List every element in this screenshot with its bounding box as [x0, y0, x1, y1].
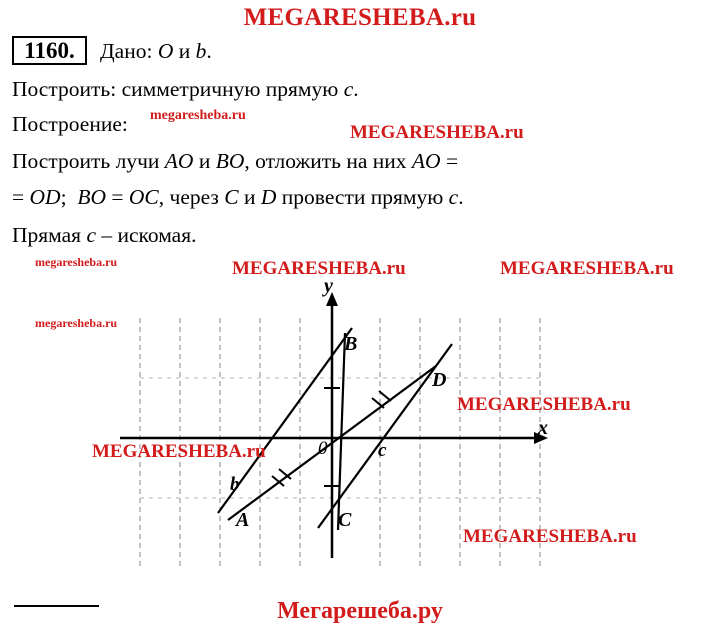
task-number-label: 1160. [24, 37, 75, 63]
watermark-item: MEGARESHEBA.ru [463, 526, 637, 547]
watermark-item: megaresheba.ru [35, 255, 118, 269]
given-line: Дано: O и b. [100, 39, 212, 63]
line-label-c: c [378, 440, 387, 461]
watermark-item: MEGARESHEBA.ru [457, 394, 631, 415]
watermark-item: MEGARESHEBA.ru [232, 258, 406, 279]
point-label-C: C [338, 509, 352, 531]
watermark-item: MEGARESHEBA.ru [350, 122, 524, 143]
solution-line-2: = OD; BO = OC, через C и D провести прямую c. [12, 185, 464, 209]
watermark-item: MEGARESHEBA.ru [500, 258, 674, 279]
solution-line-3: Прямая c – искомая. [12, 223, 197, 247]
origin-label: 0 [318, 438, 328, 459]
point-label-A: A [236, 509, 250, 531]
line-label-b: b [230, 474, 240, 495]
construction-label: Построение: [12, 112, 128, 136]
watermark-item: megaresheba.ru [150, 108, 246, 123]
point-label-D: D [432, 369, 447, 391]
watermark-item: MEGARESHEBA.ru [92, 441, 266, 462]
x-axis-label: x [538, 417, 548, 439]
watermark-item: megaresheba.ru [35, 316, 118, 330]
bottom-watermark: Мегарешеба.ру [277, 598, 443, 624]
task-number-badge [12, 36, 87, 65]
y-axis-label: y [324, 275, 333, 297]
build-line: Построить: симметричную прямую c. [12, 77, 359, 101]
point-label-B: B [344, 333, 358, 355]
footer-rule [14, 605, 99, 607]
solution-line-1: Построить лучи AO и BO, отложить на них AO = [12, 149, 459, 173]
top-watermark: MEGARESHEBA.ru [243, 4, 477, 31]
segment-BOC [338, 333, 345, 530]
geometry-figure [0, 258, 720, 598]
